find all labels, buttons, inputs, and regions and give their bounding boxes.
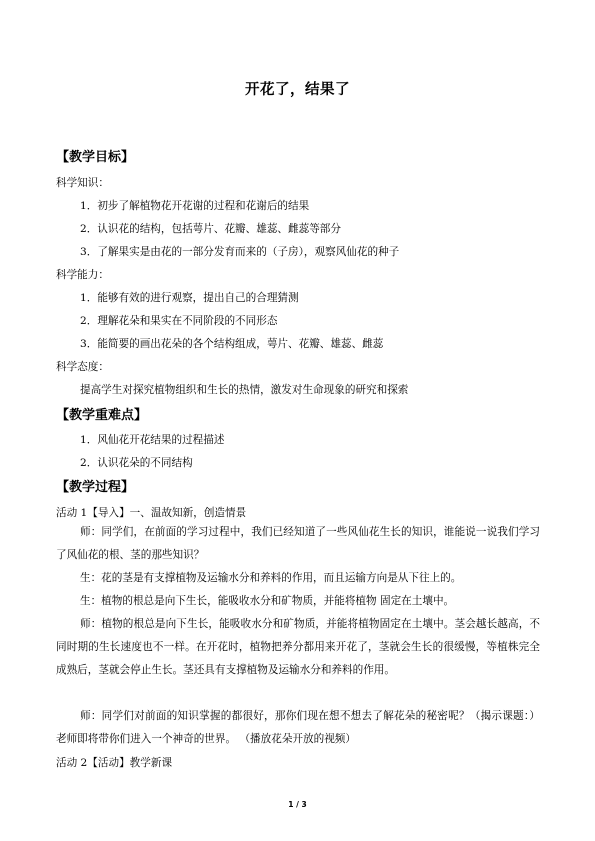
- key-point-item: 1．风仙花开花结果的过程描述: [80, 434, 225, 446]
- document-title: 开花了，结果了: [245, 82, 350, 98]
- attitude-label: 科学态度：: [56, 361, 109, 373]
- ability-item: 3．能简要的画出花朵的各个结构组成，萼片、花瓣、雄蕊、雌蕊: [80, 338, 384, 350]
- objectives-heading: 【教学目标】: [56, 150, 135, 165]
- activity-1-title: 活动 1【导入】一、温故知新，创造情景: [56, 507, 247, 519]
- knowledge-label: 科学知识：: [56, 177, 109, 189]
- activity-2-title: 活动 2【活动】教学新课: [56, 757, 173, 769]
- ability-item: 1．能够有效的进行观察，提出自己的合理猜测: [80, 292, 299, 304]
- key-points-heading: 【教学重难点】: [56, 408, 148, 423]
- page-number: 1 / 3: [288, 800, 307, 809]
- key-point-item: 2．认识花朵的不同结构: [80, 457, 193, 469]
- dialogue-paragraph: 生：植物的根总是向下生长，能吸收水分和矿物质，并能将植物 固定在土壤中。: [80, 595, 455, 607]
- knowledge-item: 1．初步了解植物花开花谢的过程和花谢后的结果: [80, 200, 310, 212]
- dialogue-paragraph: 生：花的茎是有支撑植物及运输水分和养料的作用，而且运输方向是从下往上的。: [80, 572, 462, 584]
- dialogue-paragraph: 师：同学们，在前面的学习过程中，我们已经知道了一些风仙花生长的知识，谁能说一说我们学习了风仙花的根、茎的那些知识？: [56, 526, 540, 561]
- attitude-text: 提高学生对探究植物组织和生长的热情，激发对生命现象的研究和探索: [80, 384, 409, 396]
- process-heading: 【教学过程】: [56, 480, 135, 495]
- knowledge-item: 3．了解果实是由花的一部分发育而来的（子房），观察风仙花的种子: [80, 246, 400, 258]
- dialogue-paragraph: 师：同学们对前面的知识掌握的都很好，那你们现在想不想去了解花朵的秘密呢？（揭示课题：）老师即将带你们进入一个神奇的世界。 （播放花朵开放的视频）: [56, 710, 540, 745]
- ability-item: 2．理解花朵和果实在不同阶段的不同形态: [80, 315, 278, 327]
- dialogue-paragraph: 师：植物的根总是向下生长，能吸收水分和矿物质，并能将植物固定在土壤中。茎会越长越高，不同时期的生长速度也不一样。在开花时，植物把养分都用来开花了，茎就会生长的很缓慢，等植株完全成熟后，茎就会停止生长。茎还具有支撑植物及运输水分和养料的作用。: [56, 618, 540, 676]
- knowledge-item: 2．认识花的结构，包括萼片、花瓣、雄蕊、雌蕊等部分: [80, 223, 341, 235]
- ability-label: 科学能力：: [56, 269, 109, 281]
